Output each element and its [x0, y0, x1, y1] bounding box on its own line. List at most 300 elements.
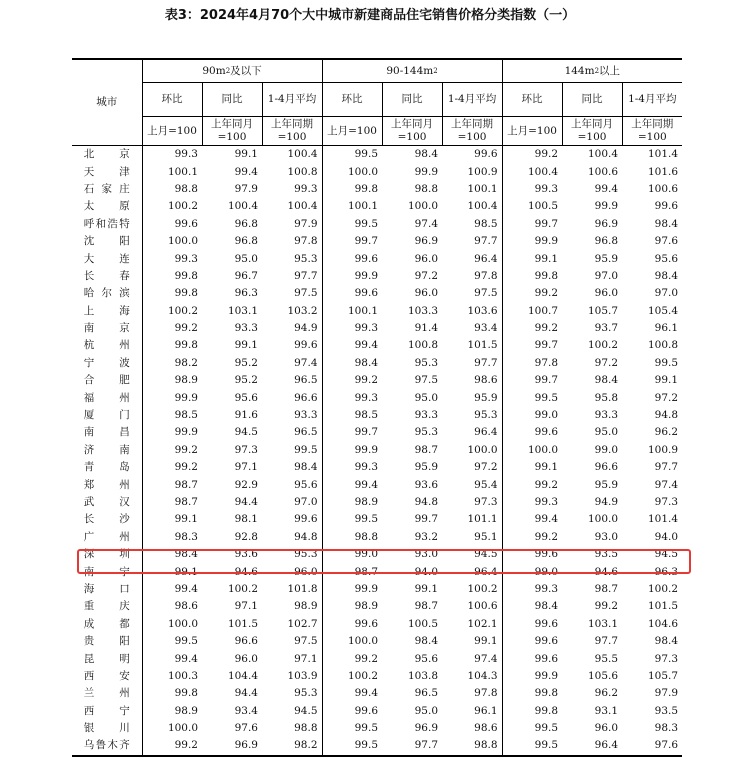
index-value: 94.9: [594, 496, 619, 508]
index-value: 99.7: [502, 337, 562, 354]
base-header: 上年同期=100: [442, 117, 502, 146]
index-value: 100.5: [407, 617, 439, 630]
index-value: 99.2: [502, 476, 562, 493]
index-value: 99.6: [294, 513, 318, 526]
index-value: 97.1: [294, 652, 318, 665]
index-value: 96.9: [202, 737, 262, 755]
city-name: 北京: [83, 148, 130, 161]
index-value: 98.8: [142, 181, 202, 198]
table-row: [72, 424, 682, 441]
city-name: 宁波: [83, 356, 130, 369]
index-value: 99.6: [502, 424, 562, 441]
index-value: 93.3: [234, 322, 258, 335]
table-row: [72, 511, 682, 528]
table-row: [72, 198, 682, 215]
city-name: 广州: [83, 530, 130, 543]
index-value: 98.9: [142, 703, 202, 720]
index-value: 98.4: [654, 269, 679, 282]
table-row: [72, 650, 682, 667]
index-value: 101.5: [467, 339, 498, 352]
index-value: 99.9: [142, 389, 202, 406]
index-value: 99.1: [142, 511, 202, 528]
index-value: 101.5: [227, 617, 258, 630]
index-value: 99.6: [322, 703, 382, 720]
index-value: 99.8: [322, 181, 382, 198]
index-value: 97.0: [594, 269, 619, 282]
index-value: 97.3: [474, 496, 498, 508]
index-value: 97.5: [294, 287, 318, 300]
index-value: 97.2: [414, 269, 439, 282]
index-value: 100.2: [142, 303, 202, 320]
city-name: 大连: [83, 252, 130, 265]
index-value: 97.1: [234, 461, 258, 474]
index-value: 100.6: [467, 600, 498, 613]
index-value: 96.9: [594, 217, 619, 230]
index-value: 99.2: [142, 737, 202, 755]
base-header: 上年同期=100: [622, 117, 682, 146]
index-value: 99.4: [322, 476, 382, 493]
index-value: 96.6: [234, 635, 258, 648]
index-value: 103.1: [227, 304, 258, 317]
index-value: 103.8: [407, 669, 439, 682]
index-value: 100.1: [142, 163, 202, 180]
index-value: 99.6: [654, 200, 679, 213]
index-value: 95.8: [594, 391, 619, 404]
index-value: 99.4: [594, 182, 619, 195]
index-value: 100.8: [287, 165, 318, 178]
index-value: 100.2: [227, 582, 258, 595]
index-value: 94.9: [294, 322, 318, 335]
index-value: 105.7: [587, 304, 619, 317]
index-value: 96.4: [562, 737, 622, 755]
index-value: 94.6: [234, 565, 258, 578]
index-value: 99.3: [294, 182, 318, 195]
index-value: 93.3: [294, 409, 318, 422]
index-value: 98.4: [294, 461, 318, 474]
index-value: 96.1: [474, 704, 498, 717]
index-value: 97.8: [502, 355, 562, 372]
table-row: [72, 250, 682, 267]
index-value: 95.3: [294, 548, 318, 561]
city-name: 杭州: [83, 339, 130, 352]
table-row: [72, 216, 682, 233]
index-value: 98.4: [502, 598, 562, 615]
index-value: 93.3: [414, 409, 439, 422]
index-value: 99.5: [142, 633, 202, 650]
index-value: 104.4: [227, 669, 258, 682]
index-value: 99.2: [594, 600, 619, 613]
index-value: 93.5: [594, 548, 619, 561]
index-value: 101.5: [647, 600, 679, 613]
index-value: 99.8: [142, 285, 202, 302]
index-value: 99.2: [502, 320, 562, 337]
index-value: 103.6: [467, 304, 498, 317]
index-value: 93.3: [594, 409, 619, 422]
index-value: 94.0: [654, 530, 679, 543]
index-value: 100.0: [407, 200, 439, 213]
index-value: 100.9: [647, 443, 679, 456]
index-value: 97.8: [474, 687, 498, 700]
index-value: 97.7: [474, 356, 498, 369]
index-value: 99.3: [502, 581, 562, 598]
index-value: 100.6: [587, 165, 619, 178]
index-value: 97.4: [294, 356, 318, 369]
index-value: 99.9: [594, 200, 619, 213]
city-name: 西安: [83, 669, 130, 682]
index-value: 96.6: [594, 461, 619, 474]
city-name: 哈尔滨: [83, 287, 130, 300]
index-value: 99.9: [142, 424, 202, 441]
index-value: 100.5: [502, 198, 562, 215]
index-value: 97.8: [474, 269, 498, 282]
index-value: 99.9: [322, 581, 382, 598]
index-value: 98.7: [594, 582, 619, 595]
index-value: 97.4: [654, 478, 679, 491]
index-value: 102.7: [287, 617, 318, 630]
index-value: 94.0: [414, 565, 439, 578]
index-value: 99.9: [414, 165, 439, 178]
index-value: 99.1: [234, 148, 258, 161]
index-value: 99.4: [234, 165, 258, 178]
index-value: 95.2: [234, 356, 258, 369]
index-value: 95.3: [294, 687, 318, 700]
table-row: [72, 163, 682, 180]
index-value: 100.1: [322, 198, 382, 215]
index-value: 95.9: [594, 252, 619, 265]
index-value: 94.8: [294, 530, 318, 543]
metric-header: 同比: [382, 83, 442, 117]
index-value: 99.4: [502, 511, 562, 528]
index-value: 94.4: [234, 496, 258, 508]
base-header: 上年同月=100: [382, 117, 442, 146]
index-value: 99.2: [322, 372, 382, 389]
index-value: 98.7: [322, 563, 382, 580]
index-value: 98.7: [142, 476, 202, 493]
index-value: 97.8: [294, 235, 318, 248]
table-row: [72, 737, 682, 755]
index-value: 99.0: [502, 407, 562, 424]
index-value: 99.6: [502, 650, 562, 667]
index-value: 97.7: [382, 737, 442, 755]
index-value: 100.2: [587, 339, 619, 352]
table-row: [72, 598, 682, 615]
city-name: 郑州: [83, 478, 130, 491]
table-row: [72, 633, 682, 650]
index-value: 93.7: [594, 322, 619, 335]
index-value: 97.1: [234, 600, 258, 613]
group-header-medium: $90-144m^2$: [322, 59, 502, 83]
city-name: 济南: [83, 443, 130, 456]
index-value: 98.5: [474, 217, 498, 230]
index-value: 97.7: [474, 235, 498, 248]
index-value: 94.5: [234, 426, 258, 439]
city-name: 深圳: [83, 548, 130, 561]
index-value: 99.0: [594, 443, 619, 456]
index-value: 100.8: [647, 339, 679, 352]
index-value: 99.3: [142, 146, 202, 164]
index-value: 99.7: [502, 216, 562, 233]
index-value: 101.6: [647, 165, 679, 178]
index-value: 93.1: [594, 704, 619, 717]
base-header: 上年同期=100: [262, 117, 322, 146]
city-name: 沈阳: [83, 235, 130, 248]
index-value: 100.7: [502, 303, 562, 320]
index-value: 95.4: [474, 478, 498, 491]
index-value: 99.3: [502, 181, 562, 198]
index-value: 96.7: [234, 269, 258, 282]
index-value: 99.5: [502, 720, 562, 737]
index-value: 95.0: [234, 252, 258, 265]
index-value: 97.2: [654, 391, 679, 404]
highlight-box: [77, 549, 691, 574]
city-name: 重庆: [83, 600, 130, 613]
index-value: 98.3: [654, 722, 679, 735]
index-value: 99.5: [322, 146, 382, 164]
index-value: 104.3: [467, 669, 498, 682]
index-value: 98.7: [414, 443, 439, 456]
index-value: 99.1: [474, 635, 498, 648]
metric-header: 同比: [202, 83, 262, 117]
index-value: 100.4: [227, 200, 258, 213]
index-value: 99.0: [502, 563, 562, 580]
index-value: 99.5: [502, 389, 562, 406]
index-value: 103.3: [407, 304, 439, 317]
index-value: 96.0: [294, 565, 318, 578]
index-value: 93.4: [474, 322, 498, 335]
index-value: 95.6: [654, 252, 679, 265]
index-value: 99.2: [142, 320, 202, 337]
index-value: 96.2: [654, 426, 679, 439]
index-value: 99.4: [142, 581, 202, 598]
index-value: 100.0: [142, 233, 202, 250]
index-value: 96.8: [234, 217, 258, 230]
city-name: 成都: [83, 617, 130, 630]
index-value: 100.9: [467, 165, 498, 178]
index-value: 99.9: [502, 233, 562, 250]
index-value: 99.7: [502, 372, 562, 389]
index-value: 99.3: [322, 320, 382, 337]
index-value: 96.0: [414, 252, 439, 265]
index-value: 93.5: [654, 704, 679, 717]
table-row: [72, 285, 682, 302]
index-value: 93.4: [234, 704, 258, 717]
metric-header: 同比: [562, 83, 622, 117]
index-value: 105.4: [647, 304, 679, 317]
index-value: 98.4: [142, 546, 202, 563]
base-header: 上月=100: [142, 117, 202, 146]
index-value: 99.6: [474, 148, 498, 161]
index-value: 99.6: [294, 339, 318, 352]
index-value: 94.6: [594, 565, 619, 578]
city-name: 兰州: [83, 687, 130, 700]
index-value: 97.0: [294, 496, 318, 508]
index-value: 98.4: [654, 635, 679, 648]
city-name: 太原: [83, 200, 130, 213]
table-row: [72, 181, 682, 198]
index-value: 96.8: [234, 235, 258, 248]
city-name: 石家庄: [83, 182, 130, 195]
index-value: 99.2: [502, 146, 562, 164]
index-value: 97.9: [654, 687, 679, 700]
index-value: 95.6: [414, 652, 439, 665]
index-value: 101.4: [647, 148, 679, 161]
index-value: 96.4: [474, 252, 498, 265]
index-value: 100.4: [287, 148, 318, 161]
index-value: 98.5: [142, 407, 202, 424]
index-value: 98.8: [414, 182, 439, 195]
index-value: 96.6: [294, 391, 318, 404]
table-row: [72, 616, 682, 633]
index-value: 98.4: [654, 217, 679, 230]
index-value: 99.3: [322, 459, 382, 476]
index-value: 98.4: [594, 374, 619, 387]
table-row: [72, 703, 682, 720]
table-row: [72, 442, 682, 459]
index-value: 100.0: [142, 616, 202, 633]
index-value: 99.5: [322, 216, 382, 233]
index-value: 95.2: [234, 374, 258, 387]
city-name: 银川: [83, 722, 130, 735]
index-value: 100.0: [502, 442, 562, 459]
metric-header: 1-4月平均: [442, 83, 502, 117]
index-value: 93.6: [234, 548, 258, 561]
index-value: 91.6: [234, 409, 258, 422]
index-value: 95.5: [594, 652, 619, 665]
index-value: 99.2: [322, 650, 382, 667]
index-value: 100.4: [587, 148, 619, 161]
index-value: 96.3: [654, 565, 679, 578]
city-name: 南京: [83, 322, 130, 335]
index-value: 93.0: [414, 548, 439, 561]
index-value: 99.5: [322, 737, 382, 755]
index-value: 100.2: [467, 582, 498, 595]
index-value: 94.8: [414, 496, 439, 508]
index-value: 103.1: [587, 617, 619, 630]
index-value: 97.7: [594, 635, 619, 648]
index-value: 96.2: [594, 687, 619, 700]
index-value: 100.8: [407, 339, 439, 352]
index-value: 99.5: [322, 720, 382, 737]
index-value: 100.2: [322, 668, 382, 685]
index-value: 96.0: [594, 287, 619, 300]
table-row: [72, 407, 682, 424]
table-row: [72, 303, 682, 320]
index-value: 98.6: [474, 374, 498, 387]
city-name: 南宁: [83, 565, 130, 578]
index-value: 95.1: [474, 530, 498, 543]
index-value: 99.8: [502, 268, 562, 285]
index-value: 102.1: [467, 617, 498, 630]
city-name: 乌鲁木齐: [83, 739, 130, 752]
index-value: 97.2: [474, 461, 498, 474]
index-value: 104.6: [647, 617, 679, 630]
index-value: 96.9: [414, 722, 439, 735]
base-header: 上月=100: [502, 117, 562, 146]
index-value: 97.6: [622, 737, 682, 755]
index-value: 96.0: [414, 287, 439, 300]
index-value: 98.5: [322, 407, 382, 424]
index-value: 96.5: [294, 426, 318, 439]
index-value: 99.8: [142, 685, 202, 702]
city-name: 呼和浩特: [83, 217, 130, 230]
index-value: 98.3: [142, 529, 202, 546]
index-value: 103.9: [287, 669, 318, 682]
index-value: 100.3: [142, 668, 202, 685]
table-row: [72, 459, 682, 476]
index-value: 95.3: [294, 252, 318, 265]
index-value: 97.4: [414, 217, 439, 230]
metric-header: 1-4月平均: [622, 83, 682, 117]
index-value: 99.6: [322, 616, 382, 633]
index-value: 101.8: [287, 582, 318, 595]
index-value: 97.6: [654, 235, 679, 248]
metric-header: 环比: [322, 83, 382, 117]
index-value: 96.0: [594, 722, 619, 735]
city-name: 青岛: [83, 461, 130, 474]
index-value: 100.0: [322, 633, 382, 650]
index-value: 100.4: [467, 200, 498, 213]
index-value: 99.8: [502, 685, 562, 702]
base-header: 上月=100: [322, 117, 382, 146]
index-value: 99.2: [502, 285, 562, 302]
table-row: [72, 529, 682, 546]
index-value: 98.2: [142, 355, 202, 372]
city-name: 合肥: [83, 374, 130, 387]
index-value: 100.0: [322, 163, 382, 180]
index-value: 98.1: [234, 513, 258, 526]
index-value: 95.9: [414, 461, 439, 474]
table-row: [72, 320, 682, 337]
index-value: 97.6: [234, 722, 258, 735]
index-value: 97.5: [474, 287, 498, 300]
group-header-large: $144m^2$以上: [502, 59, 682, 83]
index-value: 97.5: [414, 374, 439, 387]
index-value: 99.7: [322, 233, 382, 250]
table-row: [72, 720, 682, 737]
index-value: 97.3: [234, 443, 258, 456]
city-name: 西宁: [83, 704, 130, 717]
table-row: [72, 668, 682, 685]
index-value: 94.4: [234, 687, 258, 700]
city-column-header: 城市: [72, 59, 142, 146]
index-value: 91.4: [414, 322, 439, 335]
index-value: 97.4: [474, 652, 498, 665]
index-value: 99.9: [322, 268, 382, 285]
table-row: [72, 494, 682, 511]
index-value: 105.7: [647, 669, 679, 682]
city-name: 南昌: [83, 426, 130, 439]
index-value: 98.7: [414, 600, 439, 613]
index-value: 97.5: [294, 635, 318, 648]
index-value: 96.8: [594, 235, 619, 248]
city-name: 福州: [83, 391, 130, 404]
index-value: 99.7: [414, 513, 439, 526]
index-value: 103.2: [287, 304, 318, 317]
index-value: 99.6: [502, 546, 562, 563]
table-row: [72, 372, 682, 389]
index-value: 99.1: [142, 563, 202, 580]
index-value: 96.9: [414, 235, 439, 248]
index-value: 99.2: [142, 442, 202, 459]
index-value: 95.3: [474, 409, 498, 422]
index-value: 99.5: [294, 443, 318, 456]
price-index-table: [72, 58, 682, 757]
index-value: 100.4: [502, 163, 562, 180]
table-row: [72, 355, 682, 372]
index-value: 97.2: [594, 356, 619, 369]
index-value: 95.0: [594, 426, 619, 439]
index-value: 100.1: [322, 303, 382, 320]
